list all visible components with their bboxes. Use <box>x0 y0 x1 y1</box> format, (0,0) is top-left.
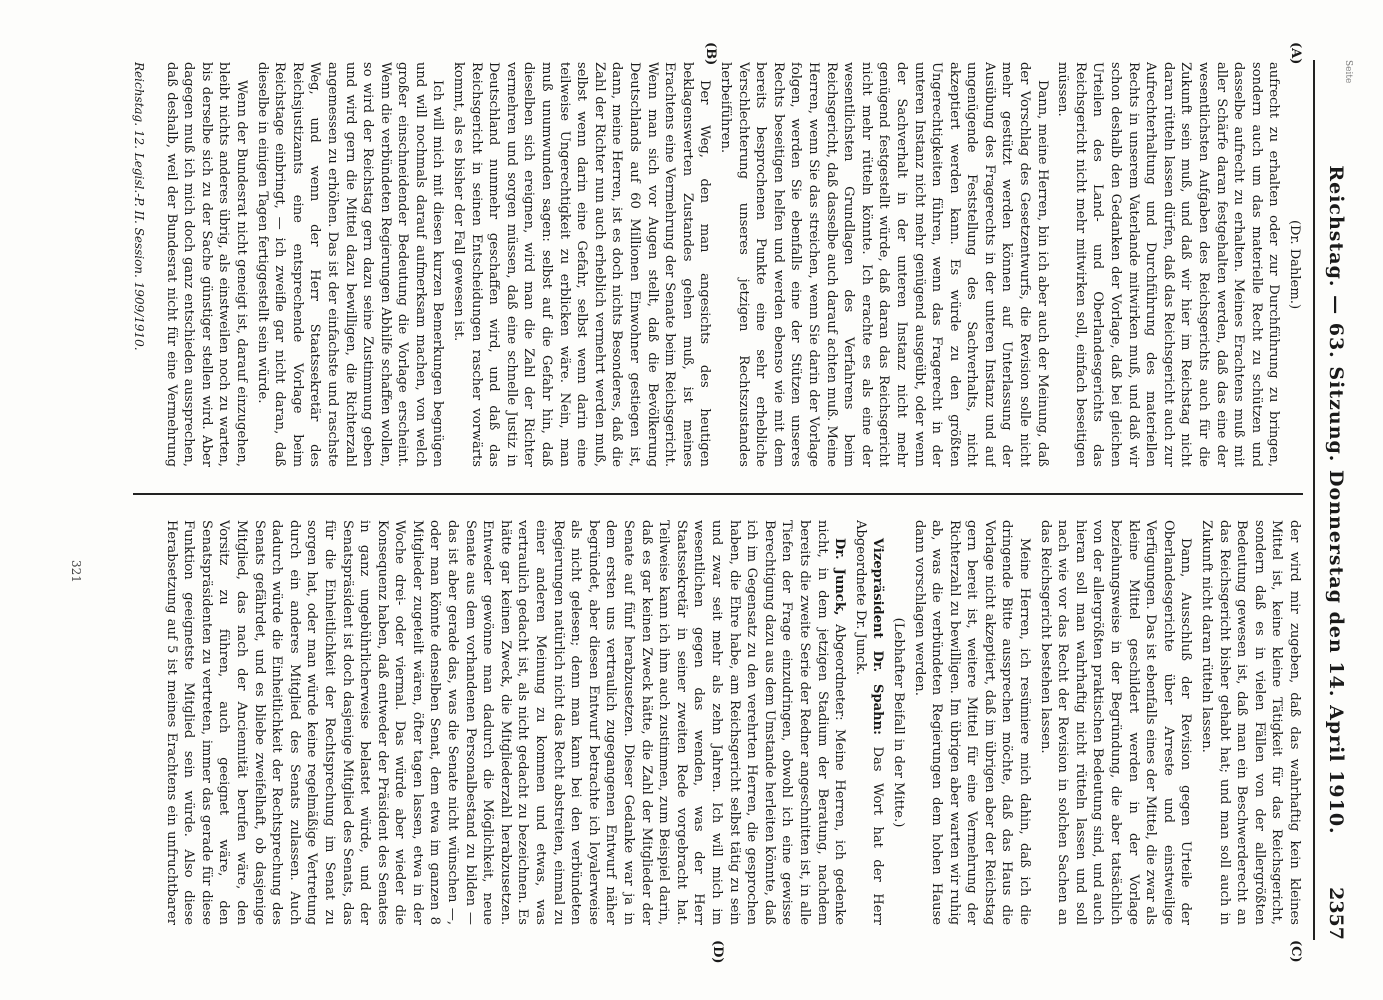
remark-text: Das Wort hat der Herr Abgeordnete Dr. Junck. <box>852 520 886 925</box>
column-rule <box>133 493 1303 495</box>
paragraph: Ich will mich mit diesen kurzen Bemerkungen begnügen und will nochmals darauf aufmerksam machen, von welch großer einschneidender Bedeutung die Vorlage erscheint. Wenn die verbündeten Regierungen Abhilfe schaffen wollen, so wird der Reichstag gern dazu seine Zustimmung geben und wird gern die Mittel dazu bewilligen, die Richterzahl angemessen zu erhöhen. Das ist der einfachste und raschste Weg, und wenn der Herr Staatssekretär des Reichsjustizamts eine entsprechende Vorlage beim Reichstage einbringt, — ich zweifle gar nicht daran, daß dieselbe in einigen Tagen fertiggestellt sein würde. <box>254 62 446 467</box>
left-column <box>163 62 1303 467</box>
paragraph: Der Weg, den man angesichts des heutigen beklagenswerten Zustandes gehen muß, ist meines Erachtens eine Vermehrung der Senate beim Reichsgericht. Wenn man sich vor Augen stellt, daß die Bevölkerung Deutschlands auf 60 Millionen Einwohner gestiegen ist, dann, meine Herren, ist es doch nichts Besonderes, daß die Zahl der Richter nun auch erheblich vermehrt werden muß, selbst wenn darin eine Gefahr, selbst wenn darin eine teilweise Ungerechtigkeit zu erblicken wäre. Nein, man muß unumwunden sagen: selbst auf die Gefahr hin, daß dieselben sich ereignen, wird man die Zahl der Richter vermehren und sorgen müssen, daß eine schnelle Justiz in Deutschland nunmehr geschaffen wird, und daß das Reichsgericht in seinen Entscheidungen rascher vorwärts kommt, als es bisher der Fall gewesen ist. <box>451 62 713 467</box>
margin-mark-c: (C) <box>1288 940 1303 963</box>
margin-mark-d: (D) <box>710 940 725 964</box>
paragraph: Meine Herren, ich resümiere mich dahin, daß ich die dringende Bitte aussprechen möchte, daß das Haus die Vorlage nicht akzeptiert, daß im übrigen aber der Reichstag gern bereit ist, weitere Mittel für eine Vermehrung der Richterzahl zu bewilligen. Im übrigen aber warten wir ruhig ab, was die verbündeten Regierungen dem hohen Hause dann vorschlagen werden. <box>911 520 1033 925</box>
footer-page-number: 321 <box>69 560 83 583</box>
paragraph: der wird mir zugeben, daß das wahrhaftig kein kleines Mittel ist, keine kleine Tätigkeit für das Reichsgericht, sondern daß es in vielen Fällen von der allergrößten Bedeutung gewesen ist, daß man ein Beschwerderecht an das Reichsgericht bisher gehabt hat; und man soll auch in Zukunft nicht daran rütteln lassen. <box>1199 520 1302 925</box>
paragraph: Dann, meine Herren, bin ich aber auch der Meinung, daß der Vorschlag des Gesetzentwurfs, die Revision solle nicht mehr gestützt werden können auf Unterlassung der Ausübung des Fragerechts in der unteren Instanz und auf ungenügende Feststellung des Sachverhalts, nicht akzeptiert werden kann. Es würde zu den größten Ungerechtigkeiten führen, wenn das Fragerecht in der unteren Instanz nicht mehr genügend ausgeübt, oder wenn der Sachverhalt in der unteren Instanz nicht mehr genügend festgestellt würde, daß daran das Reichsgericht nicht mehr rütteln könnte. Ich erachte es als eine der wesentlichsten Grundlagen des Verfahrens beim Reichsgericht, daß dasselbe auch darauf achten muß. Meine Herren, wenn Sie das streichen, wenn Sie darin der Vorlage folgen, werden Sie ebenfalls eine der Stützen unseres Rechts beseitigen helfen und werden ebenso wie mit dem bereits besprochenen Punkte eine sehr erhebliche Verschlechterung unseres jetzigen Rechtszustandes herbeiführen. <box>718 62 1050 467</box>
footer-line: Reichstag. 12. Legisl.-P. II. Session. 1909/1910. <box>132 62 146 351</box>
paragraph: aufrecht zu erhalten oder zur Durchführung zu bringen, sondern auch um das materielle Recht zu schützen und dasselbe aufrecht zu erhalten. Meines Erachtens muß mit aller Schärfe daran festgehalten werden, daß das eine der wesentlichsten Aufgaben des Reichsgerichts auch für die Zukunft sein muß, und daß wir hier im Reichstag nicht daran rütteln lassen dürfen, daß das Reichsgericht auch zur Aufrechterhaltung und Durchführung des materiellen Rechts in unserem Vaterlande mitwirken muß, und daß wir schon deshalb den Gedanken der Vorlage, daß bei gleichen Urteilen des Land- und Oberlandesgerichts das Reichsgericht nicht mehr mitwirken soll, einfach beseitigen müssen. <box>1055 62 1282 467</box>
speaker-name: Dr. Junck, <box>832 538 848 616</box>
speech-start <box>163 520 848 925</box>
president-remark <box>851 520 886 925</box>
applause-note: (Lebhafter Beifall in der Mitte.) <box>890 617 906 828</box>
speech-text: Abgeordneter: Meine Herren, ich gedenke nicht, in dem jetzigen Stadium der Beratung, nachdem bereits die zweite Serie der Redner angeschnitten ist, in alle Tiefen der Frage einzudringen, obwohl ich eine gewisse Berechtigung dazu aus dem Umstande herleiten könnte, daß ich im Gegensatz zu den verehrten Herren, die gesprochen haben, die Ehre habe, am Reichsgericht selbst tätig zu sein und zwar seit mehr als zehn Jahren. Ich will mich im wesentlichen gegen das wenden, was der Herr Staatssekretär in seiner zweiten Rede vorgebracht hat. Teilweise kann ich ihm auch zustimmen, zum Beispiel darin, daß es gar keinen Zweck hätte, die Zahl der Mitglieder der Senate auf fünf herabzusetzen. Dieser Gedanke war ja in dem ersten uns vertraulich zugegangenen Entwurf näher begründet, aber diesen Entwurf betrachte ich loyalerweise als nicht gelesen; denn man kann bei den verbündeten Regierungen natürlich nicht das Recht abstreiten, einmal zu einer anderen Meinung zu kommen und etwas, was vertraulich gedacht ist, als nicht gedacht zu bezeichnen. Es hätte gar keinen Zweck, die Mitgliederzahl herabzusetzen. Entweder gewönne man dadurch die Möglichkeit, neue Senate aus dem vorhandenen Personalbestand zu bilden — das ist aber gerade das, was die Senate nicht wünschen —, oder man könnte denselben Senat, dem etwa im ganzen 8 Mitglieder zugeteilt wären, öfter tagen lassen, etwa in der Woche drei- oder viermal. Das würde aber wieder die Konsequenz haben, daß entweder der Präsident des Senates in ganz ungebührlicherweise belastet würde, und der Senatspräsident ist doch dasjenige Mitglied des Senats, das für die Einheitlichkeit der Rechtsprechung im Senat zu sorgen hat, oder man würde keine regelmäßige Vertretung durch ein anderes Mitglied des Senats zulassen. Auch dadurch würde die Einheitlichkeit der Rechtsprechung des Senats gefährdet, und es bliebe zweifelhaft, ob dasjenige Mitglied, das nach der Anciennität berufen wäre, den Vorsitz zu führen, auch geeignet wäre, den Senatspräsidenten zu vertreten, immer das gerade für diese Funktion geeignetste Mitglied sein würde. Also diese Herabsetzung auf 5 ist meines Erachtens ein unfruchtbarer <box>163 520 848 925</box>
margin-mark-a: (A) <box>1288 42 1303 65</box>
speaker-continuation: (Dr. Dahlem.) <box>1287 219 1302 310</box>
paragraph: Wenn der Bundesrat nicht geneigt ist, darauf einzugehen, bleibt nichts anderes übrig, als einstweilen noch zu warten, bis derselbe sich zu der Sache günstiger stellen wird. Aber dagegen muß ich mich doch ganz entschieden aussprechen, daß deshalb, weil der Bundesrat nicht für eine Vermehrung <box>163 62 249 467</box>
margin-mark-b: (B) <box>703 42 718 66</box>
page-number: 2357 <box>1325 887 1347 940</box>
right-column <box>163 520 1303 925</box>
paragraph: Dann, Ausschluß der Revision gegen Urteile der Oberlandesgerichte über Arreste und einstweilige Verfügungen. Das ist ebenfalls eines der Mittel, die zwar als kleine Mittel geschildert werden in der Vorlage beziehungsweise in der Begründung, die aber tatsächlich von der allergrößten praktischen Bedeutung sind, und auch hieran soll man wahrhaftig nicht rütteln lassen und soll nach wie vor das Recht der Revision in solchen Sachen an das Reichsgericht bestehen lassen. <box>1037 520 1194 925</box>
speaker-name: Vizepräsident Dr. Spahn: <box>870 538 886 735</box>
running-title: Reichstag. — 63. Sitzung. Donnerstag den 14. April 1910. <box>1325 165 1347 835</box>
page-header <box>1313 60 1355 940</box>
corner-mark: Seite <box>1343 60 1353 84</box>
